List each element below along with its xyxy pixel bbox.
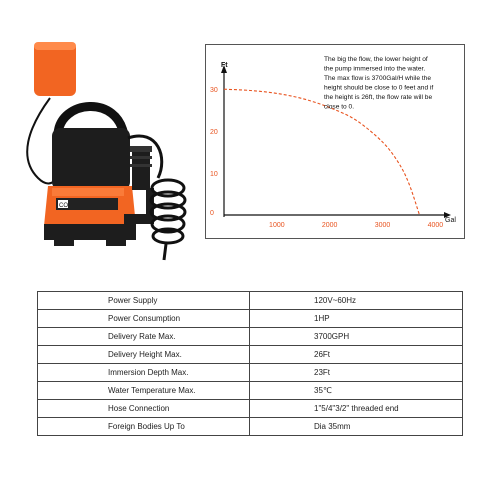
annotation-line: The big the flow, the lower height of xyxy=(324,56,428,63)
spec-row xyxy=(38,310,463,328)
chart-annotation xyxy=(324,56,433,111)
pump-motor-housing xyxy=(52,128,130,190)
annotation-line: the pump immersed into the water. xyxy=(324,65,426,73)
y-tick-label: 20 xyxy=(210,129,218,137)
spec-label: Immersion Depth Max. xyxy=(38,364,250,382)
x-tick-label: 4000 xyxy=(427,222,444,229)
spec-row xyxy=(38,328,463,346)
annotation-line: close to 0. xyxy=(324,103,355,111)
spec-value: Dia 35mm xyxy=(250,418,463,436)
y-tick-label: 10 xyxy=(210,171,218,179)
pump-product-image xyxy=(8,38,200,266)
float-switch xyxy=(34,42,76,96)
cord-coil xyxy=(151,180,185,260)
annotation-line: height should be close to 0 feet and if xyxy=(324,84,434,92)
spec-row xyxy=(38,346,463,364)
y-axis-title: Ft xyxy=(221,62,228,69)
spec-value: 23Ft xyxy=(250,364,463,382)
spec-value: 1HP xyxy=(250,310,463,328)
spec-value: 120V~60Hz xyxy=(250,292,463,310)
y-tick-label: 30 xyxy=(210,87,218,95)
spec-label: Water Temperature Max. xyxy=(38,382,250,400)
spec-label: Power Supply xyxy=(38,292,250,310)
x-tick-label: 1000 xyxy=(269,222,285,229)
spec-table xyxy=(37,291,463,436)
x-tick-label: 2000 xyxy=(321,222,338,229)
spec-value: 35℃ xyxy=(250,382,463,400)
flow-height-curve xyxy=(224,89,420,215)
x-axis-title: Gal xyxy=(445,217,456,224)
spec-row xyxy=(38,418,463,436)
x-tick-label: 3000 xyxy=(374,222,391,229)
annotation-line: the height is 26ft, the flow rate will be xyxy=(324,94,433,101)
spec-row xyxy=(38,292,463,310)
flow-height-chart xyxy=(205,44,465,239)
spec-row xyxy=(38,382,463,400)
spec-label: Power Consumption xyxy=(38,310,250,328)
spec-label: Delivery Rate Max. xyxy=(38,328,250,346)
y-tick-label: 0 xyxy=(210,210,214,217)
spec-value: 26Ft xyxy=(250,346,463,364)
brand-badge: CO xyxy=(59,203,68,209)
spec-row xyxy=(38,400,463,418)
chart-svg xyxy=(206,45,464,238)
spec-value: 1"5/4"3/2" threaded end xyxy=(250,400,463,418)
spec-value: 3700GPH xyxy=(250,328,463,346)
spec-label: Delivery Height Max. xyxy=(38,346,250,364)
chart-series xyxy=(224,89,420,215)
annotation-line: The max flow is 3700Gal/H while the xyxy=(324,75,432,82)
spec-label: Hose Connection xyxy=(38,400,250,418)
spec-label: Foreign Bodies Up To xyxy=(38,418,250,436)
spec-row xyxy=(38,364,463,382)
